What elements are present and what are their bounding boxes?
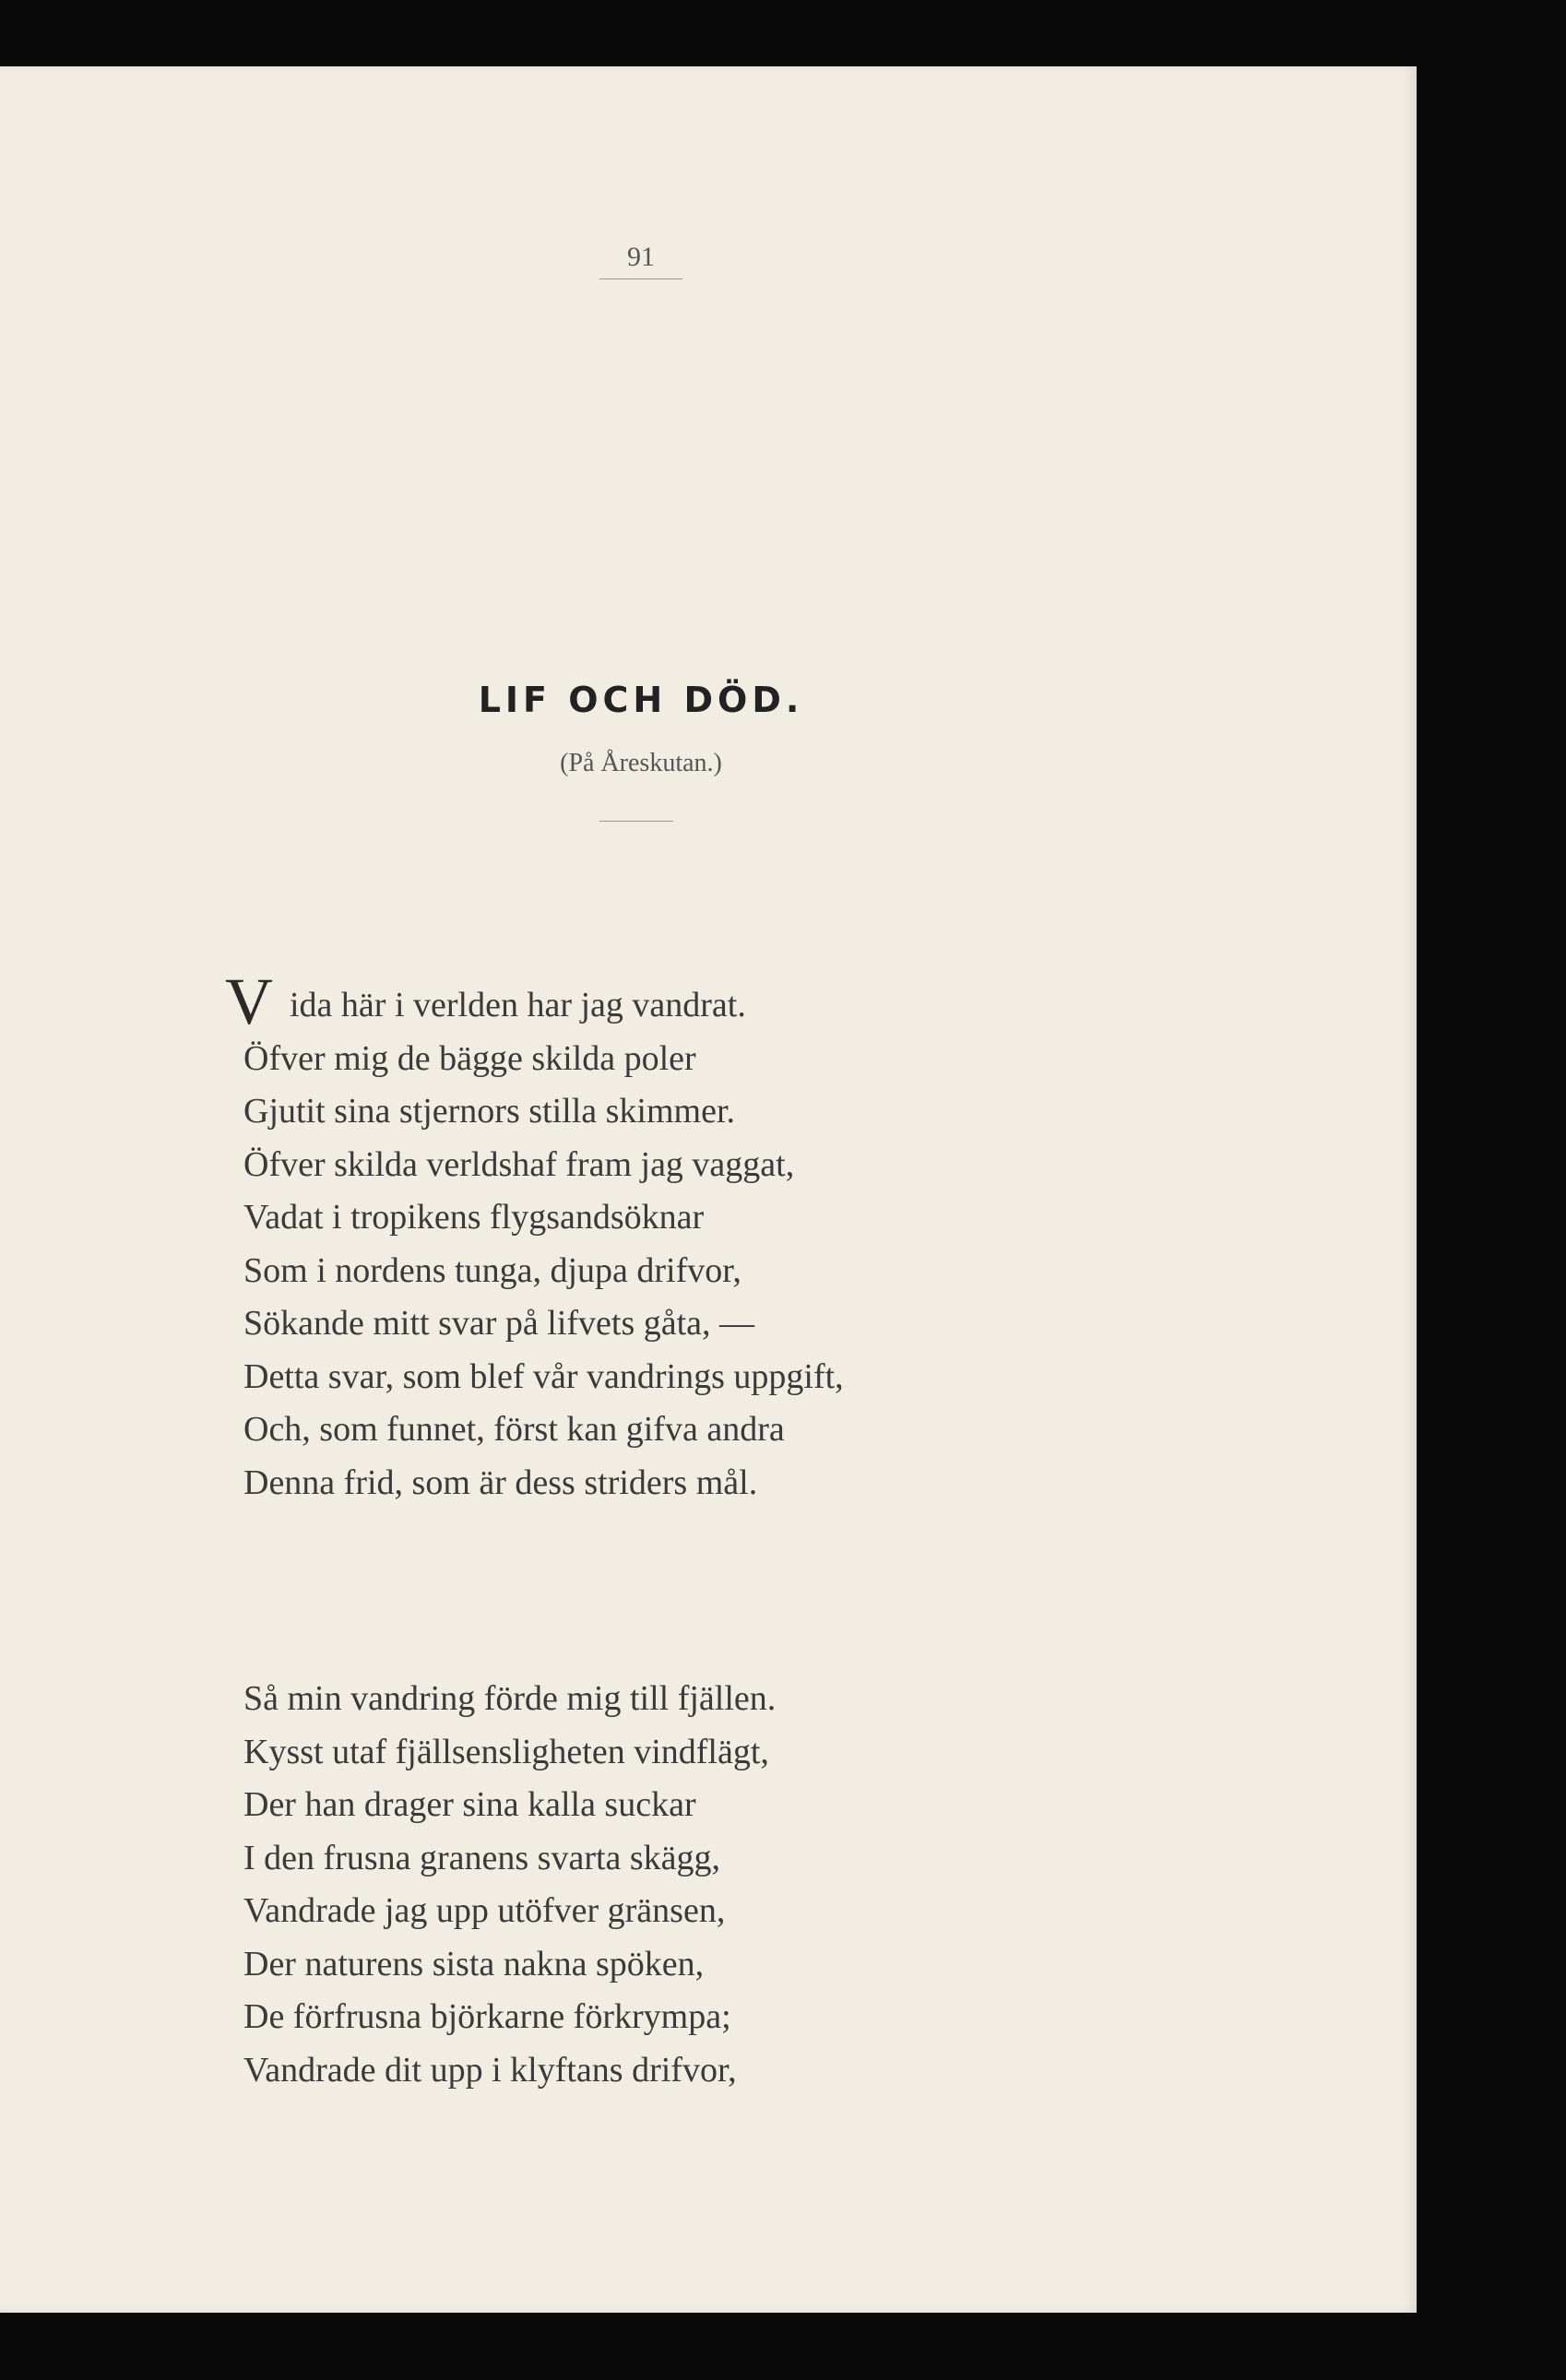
poem-line: Detta svar, som blef vår vandrings uppgift, (243, 1356, 844, 1396)
stanza-2 (243, 1673, 776, 2097)
poem-line: Vandrade dit upp i klyftans drifvor, (243, 2050, 737, 2090)
poem-line: Som i nordens tunga, djupa drifvor, (243, 1250, 741, 1290)
poem-line: De förfrusna björkarne förkrympa; (243, 1997, 731, 2036)
poem-line: Vadat i tropikens flygsandsöknar (243, 1198, 705, 1237)
poem-subtitle: (På Åreskutan.) (560, 749, 722, 777)
poem-line: Der naturens sista nakna spöken, (243, 1944, 705, 1983)
poem-title: LIF OCH DÖD. (478, 680, 804, 720)
poem-line: Öfver skilda verldshaf fram jag vaggat, (243, 1144, 795, 1184)
page-number: 91 (627, 242, 655, 272)
poem-line: Vandrade jag upp utöfver gränsen, (243, 1891, 726, 1930)
title-rule (599, 821, 673, 822)
poem-line: Kysst utaf fjällsensligheten vindflägt, (243, 1732, 769, 1771)
stanza-1 (225, 965, 844, 1510)
poem-line: Der han drager sina kalla suckar (243, 1785, 696, 1824)
poem-line: Sökande mitt svar på lifvets gåta, — (243, 1304, 755, 1343)
poem-line: Öfver mig de bägge skilda poler (243, 1038, 696, 1078)
book-page (0, 66, 1417, 2313)
poem-line: Så min vandring förde mig till fjällen. (243, 1679, 777, 1718)
page-number-rule (599, 278, 682, 279)
poem-line: Gjutit sina stjernors stilla skimmer. (243, 1092, 736, 1131)
poem-line: Denna frid, som är dess striders mål. (243, 1462, 758, 1502)
poem-line: Och, som funnet, först kan gifva andra (243, 1410, 785, 1449)
poem-line: Vida här i verlden har jag vandrat. (225, 965, 746, 1038)
poem-line: I den frusna granens svarta skägg, (243, 1838, 721, 1877)
